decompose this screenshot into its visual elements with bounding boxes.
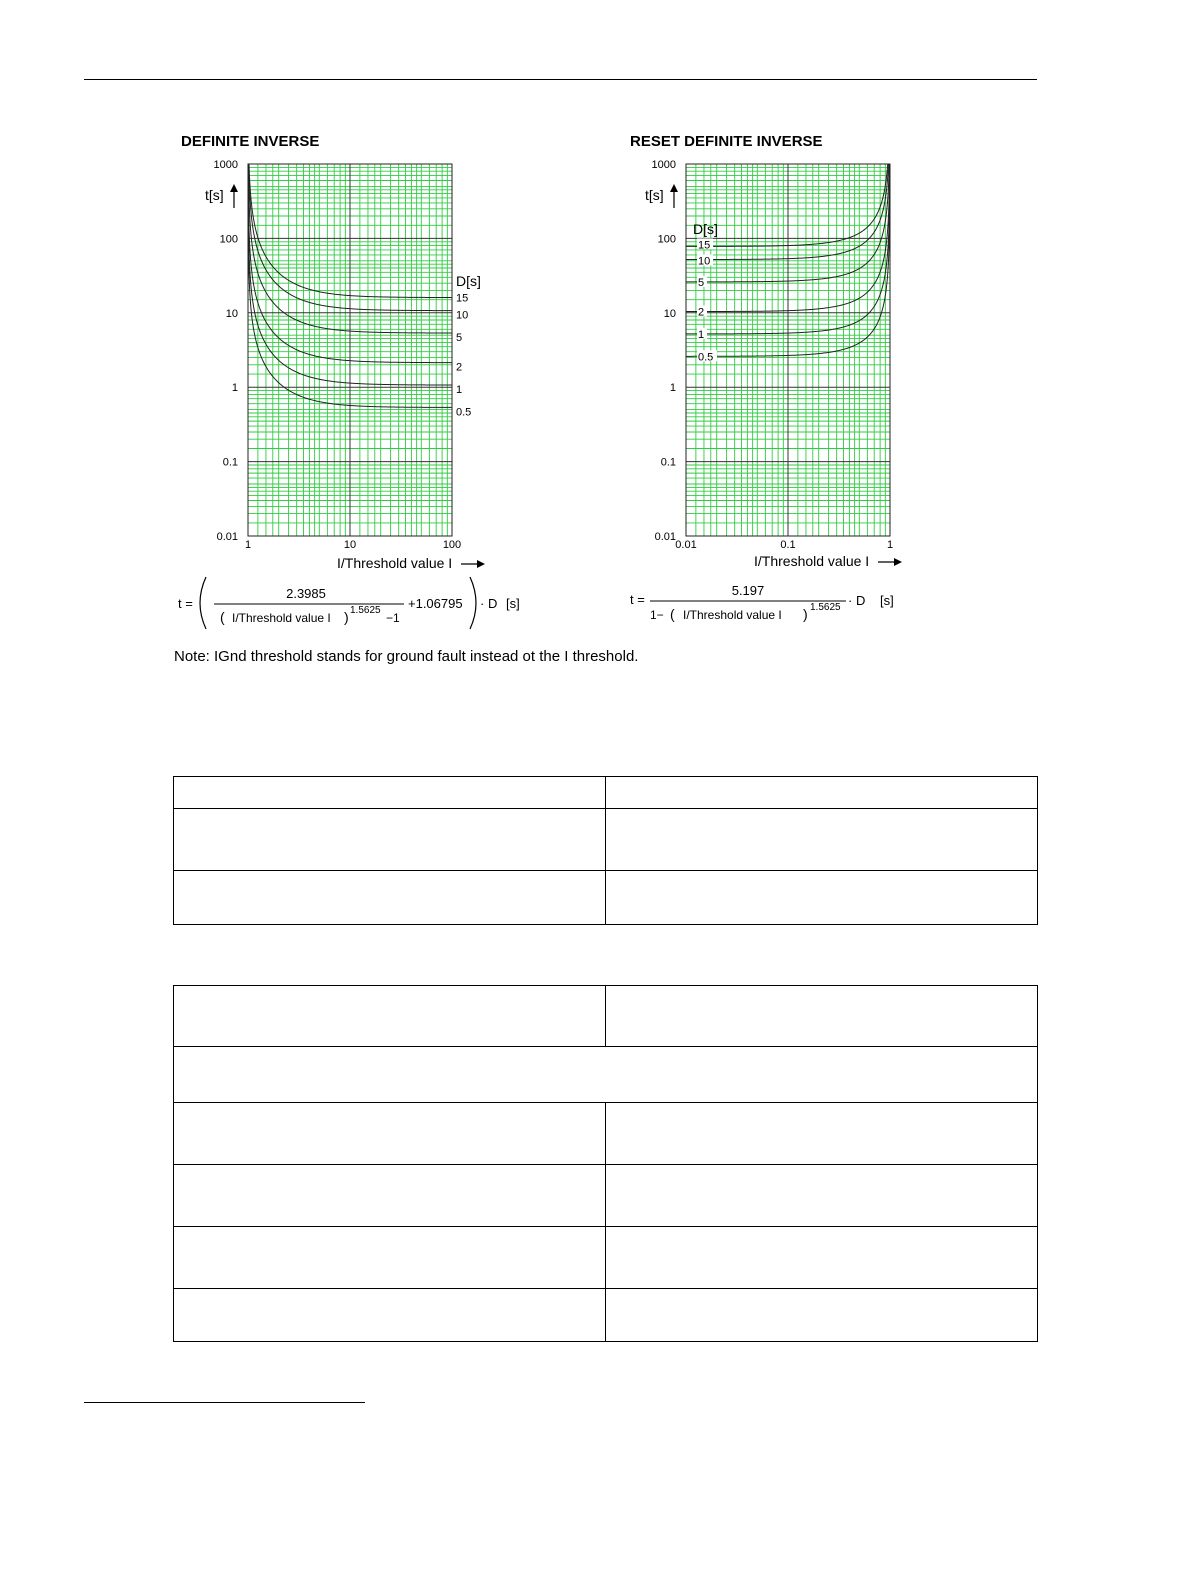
y-tick-label: 1 (231, 382, 238, 395)
y-axis-arrow-head (230, 184, 238, 192)
formula-plus-term: +1.06795 (408, 596, 463, 611)
formula-den-paren-open: ( (220, 609, 225, 625)
formula-lhs: t = (630, 592, 645, 607)
x-tick-label: 10 (343, 539, 357, 551)
curve-label-d-15: 15 (456, 292, 469, 305)
table-cell (174, 777, 606, 809)
formula-lhs: t = (178, 596, 193, 611)
x-tick-label: 1 (886, 539, 894, 551)
footnote-rule (84, 1402, 365, 1403)
table-cell (606, 777, 1038, 809)
y-axis-label: t[s] (645, 187, 664, 203)
formula-tail: · D (848, 593, 866, 608)
table-cell (606, 1289, 1038, 1342)
formula-paren-right (470, 577, 476, 629)
x-tick-label: 0.1 (780, 539, 796, 551)
table-cell (174, 986, 606, 1047)
table-cell (606, 1227, 1038, 1289)
table-cell (606, 1165, 1038, 1227)
y-tick-label: 0.01 (216, 531, 238, 543)
table-cell-merged (174, 1047, 1038, 1103)
legend-title: D[s] (693, 221, 718, 237)
x-axis-arrow-head (477, 560, 485, 568)
x-tick-label: 0.01 (675, 539, 697, 551)
formula-paren-left (200, 577, 206, 629)
formula-unit: [s] (880, 593, 894, 608)
formula-numerator: 2.3985 (286, 586, 326, 601)
table-cell (174, 871, 606, 925)
table-cell (174, 1289, 606, 1342)
formula-exponent: 1.5625 (810, 602, 841, 613)
formula-exponent: 1.5625 (350, 605, 381, 616)
chart-title-definite-inverse: DEFINITE INVERSE (181, 133, 320, 150)
y-axis-arrow-head (670, 184, 678, 192)
x-tick-label: 100 (442, 539, 462, 551)
curve-label-d-0.5: 0.5 (698, 351, 714, 364)
formula-tail: · D (480, 596, 498, 611)
y-tick-label: 0.1 (222, 456, 238, 469)
y-tick-label: 1 (669, 382, 676, 395)
table-cell (174, 1103, 606, 1165)
table-cell (606, 871, 1038, 925)
y-tick-label: 0.1 (660, 456, 676, 469)
table-cell (606, 809, 1038, 871)
footnote-text: Note: IGnd threshold stands for ground fault instead ot the I threshold. (174, 648, 639, 665)
y-tick-label: 100 (219, 233, 238, 246)
formula-den-paren-close: ) (344, 609, 349, 625)
x-tick-label: 1 (244, 539, 252, 551)
legend-title: D[s] (456, 273, 481, 289)
table-cell (174, 1227, 606, 1289)
formula-unit: [s] (506, 596, 520, 611)
curve-label-d-1: 1 (456, 384, 463, 397)
formula-den-var: I/Threshold value I (683, 608, 782, 622)
y-tick-label: 10 (225, 307, 238, 320)
curve-label-d-2: 2 (456, 361, 463, 374)
formula-den-paren-close: ) (803, 606, 808, 622)
formula-den-var: I/Threshold value I (232, 611, 331, 625)
table-cell (606, 986, 1038, 1047)
curve-label-d-5: 5 (698, 276, 705, 289)
table-cell (174, 809, 606, 871)
y-tick-label: 0.01 (654, 531, 676, 543)
curve-label-d-2: 2 (698, 306, 705, 319)
formula-den-paren-open: ( (670, 606, 675, 622)
y-tick-label: 100 (657, 233, 676, 246)
charts-canvas (0, 0, 1191, 660)
curve-label-d-0.5: 0.5 (456, 406, 472, 419)
chart-title-reset-definite-inverse: RESET DEFINITE INVERSE (630, 133, 823, 150)
x-axis-label: I/Threshold value I (337, 555, 453, 571)
formula-den-pre: 1− (650, 608, 664, 622)
curve-label-d-10: 10 (698, 255, 711, 268)
x-axis-label: I/Threshold value I (754, 553, 870, 569)
empty-table-2 (173, 985, 1038, 1342)
y-axis-label: t[s] (205, 187, 224, 203)
curve-label-d-15: 15 (698, 239, 711, 252)
table-cell (606, 1103, 1038, 1165)
y-tick-label: 10 (663, 307, 676, 320)
y-tick-label: 1000 (651, 159, 676, 171)
y-tick-label: 1000 (213, 159, 238, 171)
curve-label-d-1: 1 (698, 328, 705, 341)
x-axis-arrow-head (894, 558, 902, 566)
empty-table-1 (173, 776, 1038, 925)
curve-label-d-10: 10 (456, 309, 469, 322)
formula-numerator: 5.197 (731, 583, 765, 598)
formula-den-tail: −1 (386, 611, 400, 625)
table-cell (174, 1165, 606, 1227)
curve-label-d-5: 5 (456, 332, 463, 345)
